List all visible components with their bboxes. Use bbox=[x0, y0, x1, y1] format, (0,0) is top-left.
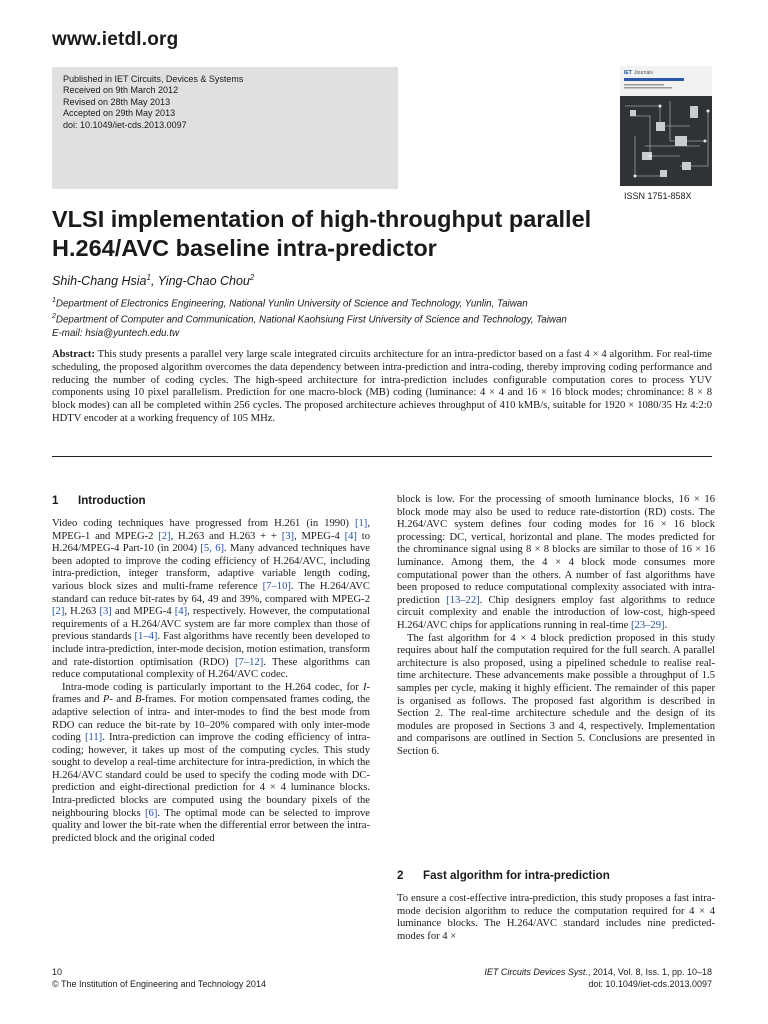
text-run: . Chip designers employ fast algorithms to reduce circuit complexity and enable the introduction of low-cost, high-speed H.264/AVC chips for applications running in real-time bbox=[397, 594, 715, 631]
site-url[interactable]: www.ietdl.org bbox=[52, 29, 179, 50]
section-heading-introduction bbox=[52, 494, 146, 507]
citation-link[interactable]: [4] bbox=[344, 530, 357, 542]
citation-link[interactable]: [13–22] bbox=[446, 594, 480, 606]
publication-line: Published in IET Circuits, Devices & Systems bbox=[63, 74, 244, 84]
text-run: block is low. For the processing of smooth luminance blocks, 16 × 16 block mode may also be used to reduce rate-distortion (RD) costs. The H.264/AVC system defines four coding modes for 16 × 16 block processing: DC, vertical, horizontal and plane. The modes predicted for the chrominance signal using 8 × 8 blocks are similar to those of 16 × 16 luminance. Among them, the 4 × 4 block mode consumes more computational power than the others. A number of fast algorithms have been proposed to reduce computational complexity associated with intra-prediction bbox=[397, 494, 715, 606]
text-run: , H.263 bbox=[64, 606, 100, 618]
revised-line: Revised on 28th May 2013 bbox=[63, 96, 171, 107]
text-run: . Many advanced techniques have been adopted to improve the coding efficiency of H.264/AVC, including intra-prediction, integer transform, adaptive variable length coding, various block sizes and multi-frame reference bbox=[52, 543, 371, 592]
abstract bbox=[52, 349, 712, 426]
title-line-2: H.264/AVC baseline intra-predictor bbox=[52, 235, 437, 261]
column-right-section2 bbox=[397, 893, 715, 943]
divider bbox=[52, 456, 712, 457]
citation-link[interactable]: [3] bbox=[281, 530, 295, 542]
text-run: to H.264/MPEG-4 Part-10 (in 2004) bbox=[52, 530, 370, 555]
author-list bbox=[52, 273, 254, 288]
text-run: , MPEG-1 and MPEG-2 bbox=[52, 518, 370, 542]
column-right bbox=[397, 494, 715, 758]
author-name: Shih-Chang Hsia bbox=[52, 274, 147, 289]
text-run: . The optimal mode can be selected to improve quality and lower the bit-rate when the differential error between the intra-predicted block and the original coded bbox=[52, 807, 370, 844]
issn: ISSN 1751-858X bbox=[624, 191, 692, 201]
author-separator: , bbox=[150, 274, 158, 289]
affiliation-marker: 2 bbox=[249, 273, 255, 282]
frame-type: I bbox=[362, 681, 367, 693]
section-heading-fast-algorithm bbox=[397, 869, 610, 882]
abstract-text: This study presents a parallel very large scale integrated circuits architecture for an intra-predictor based on a fast 4 × 4 algorithm. For real-time scheduling, the proposed algorithm overcomes the data dependency between intra-prediction and intra-coding, thereby improving coding performance and reducing the number of coding cycles. The high-speed architecture for intra-prediction includes configurable computation cores to process YUV components using 10 pixel parallelism. Prediction for one macro-block (MB) coding (luminance: 4 × 4 and 16 × 16 block modes; chrominance: 8 × 8 block modes) can all be completed within 256 cycles. The proposed architecture achieves throughput of 410 kMB/s, suitable for 1920 × 1080/35 Hz 4:2:0 HDTV encoder at a working frequency of 105 MHz. bbox=[52, 349, 712, 424]
paragraph bbox=[52, 518, 370, 682]
text-run: and MPEG-4 bbox=[111, 606, 175, 618]
page-number: 10 bbox=[52, 967, 63, 977]
journal-citation: IET Circuits Devices Syst., 2014, Vol. 8, Iss. 1, pp. 10–18 bbox=[484, 967, 712, 977]
frame-type: B bbox=[134, 694, 142, 706]
text-run: -frames and bbox=[52, 681, 370, 706]
circuit-board-illustration bbox=[620, 66, 712, 186]
affiliations bbox=[52, 294, 567, 340]
section-title: Introduction bbox=[78, 494, 146, 507]
affiliation-1: $^1$Department of Electronics Engineering, National Yunlin University of Science and Technology, Yunlin, Taiwan bbox=[52, 297, 528, 310]
author-name: Ying-Chao Chou bbox=[157, 274, 250, 289]
affiliation-marker: 1 bbox=[146, 273, 151, 282]
paragraph: To ensure a cost-effective intra-prediction, this study proposes a fast intra-mode decision algorithm to reduce the computation required for 4 × 4 luminance blocks. The H.264/AVC standard includes nine predicted-modes for 4 × bbox=[397, 893, 715, 942]
affiliation-2: $^2$Department of Computer and Communication, National Kaohsiung First University of Science and Technology, Taiwan bbox=[52, 313, 567, 326]
text-run: , H.263 and H.263 + + bbox=[170, 530, 282, 542]
paragraph bbox=[397, 494, 715, 633]
frame-type: P bbox=[102, 694, 110, 706]
section-number: 2 bbox=[397, 869, 404, 882]
citation-link[interactable]: [1] bbox=[354, 518, 368, 529]
text-run: , MPEG-4 bbox=[294, 530, 345, 542]
publication-info-box bbox=[52, 67, 398, 189]
citation-link[interactable]: [7–12] bbox=[235, 656, 264, 668]
citation-link[interactable]: [23–29] bbox=[631, 619, 665, 631]
text-run: . These algorithms can reduce computational complexity of H.264/AVC codec. bbox=[52, 656, 371, 681]
column-left bbox=[52, 518, 370, 845]
accepted-line: Accepted on 29th May 2013 bbox=[63, 108, 176, 119]
citation-link[interactable]: [2] bbox=[52, 606, 65, 618]
paper-title bbox=[52, 205, 732, 263]
text-run: Video coding techniques have progressed from H.261 (in 1990) bbox=[52, 518, 355, 529]
text-run: . The H.264/AVC standard can reduce bit-rates by 64, 49 and 39%, compared with MPEG-2 bbox=[52, 580, 370, 605]
text-run: . Intra-prediction can improve the coding efficiency of intra-coding; however, it takes up most of the computing cycles. This study sought to develop a real-time architecture for intra-prediction, in which the H.264/AVC standard could be used to specify the coding mode with DC-prediction and eight-directional prediction for 4 × 4 luminance blocks. Intra-predicted blocks are computed using the boundary pixels of the neighbouring blocks bbox=[52, 732, 370, 819]
text-run: -frames. For motion compensated frames coding, the adaptive selection of intra- and inter-modes to find the best mode from RDO can reduce the bit-rate by 10–20% compared with only inter-mode coding bbox=[52, 694, 371, 744]
copyright: © The Institution of Engineering and Technology 2014 bbox=[52, 978, 266, 989]
citation-link[interactable]: [4] bbox=[174, 606, 188, 618]
text-run: , respectively. However, the computational requirements of a H.264/AVC system are far more complex than those of previous standards bbox=[52, 606, 370, 643]
journal-cover-image bbox=[620, 66, 712, 186]
text-run: . bbox=[664, 619, 668, 631]
citation-link[interactable]: [6] bbox=[145, 807, 158, 819]
contact-email[interactable]: E-mail: hsia@yuntech.edu.tw bbox=[52, 327, 180, 339]
svg-text:Journals: Journals bbox=[634, 70, 653, 76]
received-line: Received on 9th March 2012 bbox=[63, 85, 179, 96]
footer-left bbox=[52, 967, 266, 990]
citation-link[interactable]: [3] bbox=[99, 606, 112, 618]
paragraph: The fast algorithm for 4 × 4 block prediction proposed in this study requires about half the computation required for the full search. A parallel architecture is also proposed, using a pipelined schedule to realise real-time architecture. These advancements make possible a throughput of 1.5 samples per cycle, making it highly efficient. The remainder of this paper is organised as follows. The proposed fast algorithm is described in Section 2. The real-time architecture schedule and the design of its modules are proposed in Sections 3 and 4, respectively. Implementation and comparisons are outlined in Section 5. Conclusions are presented in Section 6. bbox=[397, 632, 715, 757]
section-title: Fast algorithm for intra-prediction bbox=[423, 869, 610, 882]
footer-right bbox=[484, 967, 712, 990]
text-run: . Fast algorithms have recently been developed to include intra-prediction, inter-mode decision, motion estimation, transform and rate-distortion optimisation (RDO) bbox=[52, 631, 371, 668]
abstract-label: Abstract: bbox=[52, 349, 95, 360]
svg-text:IET: IET bbox=[624, 70, 632, 76]
text-run: Intra-mode coding is particularly important to the H.264 codec, for bbox=[62, 681, 363, 693]
text-run: - and bbox=[109, 694, 135, 706]
doi-line: doi: 10.1049/iet-cds.2013.0097 bbox=[63, 119, 187, 130]
citation-link[interactable]: [11] bbox=[84, 732, 103, 744]
footer-doi[interactable]: doi: 10.1049/iet-cds.2013.0097 bbox=[588, 978, 712, 989]
section-number: 1 bbox=[52, 494, 59, 507]
citation-link[interactable]: [2] bbox=[158, 530, 171, 542]
title-line-1: VLSI implementation of high-throughput parallel bbox=[52, 206, 592, 232]
citation-link[interactable]: [7–10] bbox=[262, 580, 291, 592]
citation-link[interactable]: [1–4] bbox=[134, 631, 158, 643]
paragraph bbox=[52, 682, 370, 846]
citation-link[interactable]: [5, 6] bbox=[200, 543, 225, 555]
